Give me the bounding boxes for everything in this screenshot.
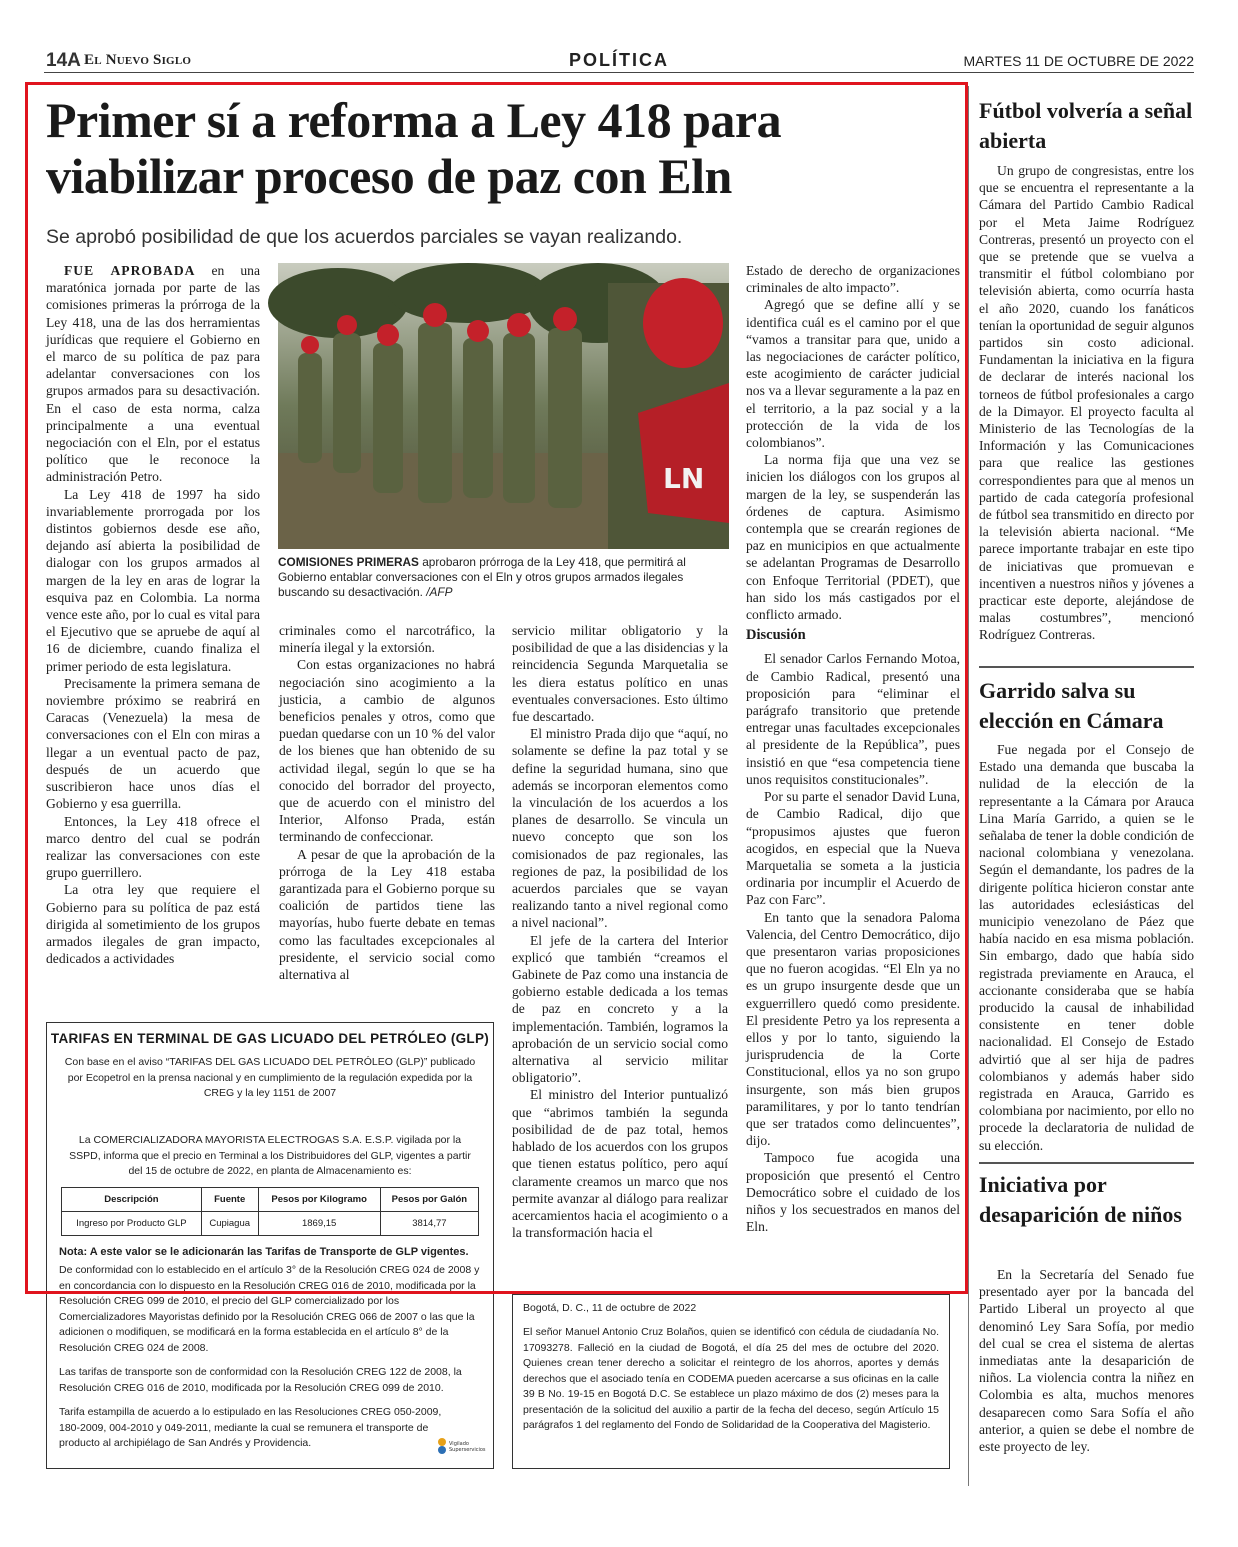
- paragraph: Fue negada por el Consejo de Estado una demanda que buscaba la nulidad de la elección de la representante a la Cámara por Arauca Lina María Garrido, a quien se le señalaba de tener la doble condición de nacional colombiana y venezolana. Según el demandante, los padres de la dirigente política hicieron constar ante las autoridades eclesiásticas del municipio venezolano de Páez que había nacido en esa misma población. Sin embargo, dado que había sido registrada previamente en Arauca, el accionante consideraba que se había producido la causal de inhabilidad consistente en tener doble nacionalidad. El Consejo de Estado advirtió que al ser hija de padres colombianos y además haber sido registrada en Arauca, Garrido es colombiana por nacimiento, por ello no procede la declaratoria de nulidad de su elección.: [979, 742, 1194, 1153]
- sidebar-story-title: Iniciativa por desaparición de niños: [979, 1172, 1182, 1227]
- sidebar-story-text: [979, 741, 1194, 1154]
- paragraph: criminales como el narcotráfico, la minería ilegal y la extorsión.: [279, 623, 495, 656]
- article-column-2: [279, 622, 495, 983]
- newspaper-name: El Nuevo Siglo: [84, 52, 192, 68]
- sidebar-story-title: Fútbol volvería a señal abierta: [979, 98, 1193, 153]
- article-column-4: [746, 262, 960, 1235]
- paragraph: El ministro del Interior puntualizó que “abrimos también la segunda posibilidad de de paz total, hemos hablado de los acuerdos con los grupos que tienen estatus político, pero aquí claramente creamos un marco que nos permite avanzar al diálogo para realizar acercamientos hacia el acogimiento o a la transformación hacia el: [512, 1087, 728, 1241]
- sidebar-rule: [979, 1162, 1194, 1164]
- paragraph: En tanto que la senadora Paloma Valencia, del Centro Democrático, dijo que presentaron varias proposiciones que no fueron acogidas. “El Eln ya no es un grupo insurgente desde que un exguerrillero quedó como presidente. El presidente Petro ya los representa a ellos y por lo tanto, siguiendo la jurisprudencia de la Corte Constitucional, ellos ya no son grupo insurgente, son más bien grupos paramilitares, y por lo tanto tendrían que ser tratados como delincuentes”, dijo.: [746, 909, 960, 1149]
- notice-paragraph: Tarifa estampilla de acuerdo a lo estipulado en las Resoluciones CREG 050-2009, 180-2009, 004-2010 y 049-2011, mediante la cual se remunera el transporte de producto al archipiélago de San Andrés y Providencia.: [59, 1406, 442, 1449]
- tariff-table: [61, 1187, 479, 1236]
- lead-in: FUE APROBADA: [64, 263, 196, 278]
- caption-lead: COMISIONES PRIMERAS: [278, 555, 419, 569]
- table-header: Descripción: [62, 1188, 202, 1212]
- paragraph: En la Secretaría del Senado fue presentado ayer por la bancada del Partido Liberal un proyecto al que denominó Ley Sara Sofía, por medio del cual se crea el sistema de alertas inmediatas ante la desaparición de niños. La violencia contra la niñez en Colombia es alta, muchos menores desaparecen como Sara Sofía el año anterior, a quien se debe el nombre de este proyecto de ley.: [979, 1267, 1194, 1455]
- caption-credit: /AFP: [422, 585, 453, 599]
- paragraph: La Ley 418 de 1997 ha sido invariablemente prorrogada por los distintos gobiernos desde ese año, dejando así abierta la posibilidad de dialogar con los grupos armados al margen de la ley en aras de lograr la esquiva paz en Colombia. La norma vence este año, por lo cual es vital para el Ejecutivo que se apruebe de aquí al 16 de diciembre, cuando finaliza el primer periodo de esta legislatura.: [46, 486, 260, 674]
- paragraph: servicio militar obligatorio y la posibilidad de que a las disidencias y la reincidencia Segunda Marquetalia se les diera estatus político en unas eventuales conversaciones. Esto último fue descartado.: [512, 623, 728, 725]
- notice-paragraph: Las tarifas de transporte son de conformidad con la Resolución CREG 122 de 2008, la Resolución CREG 016 de 2010, modificada por la Resolución CREG 099 de 2010.: [59, 1366, 462, 1394]
- sidebar-story-title: Garrido salva su elección en Cámara: [979, 678, 1164, 733]
- paragraph: A pesar de que la aprobación de la prórroga de la Ley 418 estaba garantizada para el Gobierno porque su coalición de partidos tiene las mayorías, hubo fuerte debate en temas como las facultades excepcionales al presidente, el servicio social como alternativa al: [279, 846, 495, 983]
- notice-paragraph: De conformidad con lo establecido en el artículo 3° de la Resolución CREG 024 de 2008 y en concordancia con lo dispuesto en la Resolución CREG 016 de 2010, modificada por la Resolución CREG 099 de 2010, el precio del GLP comercializado por los Comercializadores Mayoristas definido por la Resolución CREG 066 de 2007 o las que la adicionen o modifiquen, se modificará en la forma establecida en el artículo 8° de la Resolución CREG 024 de 2008.: [59, 1264, 480, 1354]
- table-header: Fuente: [201, 1188, 258, 1212]
- table-row: [62, 1212, 479, 1236]
- superservicios-logo: [435, 1435, 486, 1457]
- paragraph: El senador Carlos Fernando Motoa, de Cambio Radical, presentó una proposición para “eliminar el parágrafo transitorio que pretende entregar unas facultades excepcionales al presidente de la República”, pues insistió en que “esa competencia tiene unos requisitos constitucionales”.: [746, 651, 960, 787]
- paragraph: Un grupo de congresistas, entre los que se encuentra el representante a la Cámara del Partido Cambio Radical por el Meta Jaime Rodríguez Contreras, presentó un proyecto con el que se pretende que se vuelva a transmitir el fútbol colombiano por televisión abierta, como ocurría hasta el año 2020, cuando los fanáticos tenían la oportunidad de seguir algunos partidos sin costo adicional. Fundamentan la iniciativa en la figura de declarar de interés nacional los torneos de fútbol profesionales a cargo de la Dimayor. El proyecto faculta al Ministerio de las Tecnologías de la Información y las Comunicaciones para que realice las gestiones correspondientes para que al menos un partido de cada categoría profesional de fútbol sea transmitido en directo por la televisión abierta nacional. “Me parece importante trabajar en este tipo de iniciativas que promuevan e incentiven a nuestros niños y jóvenes a practicar este deporte, alejándose de malas costumbres”, mencionó Rodríguez Contreras.: [979, 163, 1194, 643]
- article-subheadline: Se aprobó posibilidad de que los acuerdos parciales se vayan realizando.: [46, 226, 683, 248]
- photo-caption: [278, 555, 729, 600]
- article-column-3: [512, 622, 728, 1241]
- table-cell: 3814,77: [380, 1212, 478, 1236]
- page-number: 14A: [46, 50, 81, 71]
- issue-date: MARTES 11 DE OCTUBRE DE 2022: [963, 53, 1194, 69]
- section-title: POLÍTICA: [569, 50, 669, 70]
- table-header-row: [62, 1188, 479, 1212]
- article-headline: Primer sí a reforma a Ley 418 para viabilizar proceso de paz con Eln: [46, 92, 782, 204]
- section-subheading: Discusión: [746, 627, 806, 644]
- paragraph: Estado de derecho de organizaciones criminales de alto impacto”.: [746, 263, 960, 296]
- paragraph: El ministro Prada dijo que “aquí, no solamente se define la paz total y se define la seguridad humana, sino que además se incorporan elementos como la vinculación de los acuerdos a los planes de desarrollo. Se vincula un nuevo concepto que son los comisionados de paz regionales, las regiones de paz, la posibilidad de los acuerdos parciales que se vayan realizando tanto a nivel regional como a nivel nacional”.: [512, 726, 728, 931]
- column-divider: [968, 86, 969, 1486]
- caption-text: aprobaron prórroga de la Ley 418, que permitirá al Gobierno entablar conversaciones con el Eln y otros grupos armados ilegales buscando su desactivación.: [278, 555, 686, 599]
- paragraph: Precisamente la primera semana de noviembre próximo se reabrirá en Caracas (Venezuela) la mesa de conversaciones con el Eln con miras a llegar a un eventual pacto de paz, después de un acuerdo que suscribieron hace unos días el Gobierno y esa guerrilla.: [46, 675, 260, 812]
- table-cell: Cupiagua: [201, 1212, 258, 1236]
- logo-text: Vigilado: [449, 1441, 469, 1447]
- notice-body: El señor Manuel Antonio Cruz Bolaños, quien se identificó con cédula de ciudadanía No. 17093278. Falleció en la ciudad de Bogotá, el día 25 del mes de octubre del 2020. Quienes crean tener derecho a solicitar el reintegro de los ahorros, aportes y demás derechos que el asociado tenía en CODEMA pueden acercarse a sus oficinas en la calle 39 B No. 19-15 en Bogotá D.C. Se establece un plazo máximo de dos (2) meses para la presentación de la solicitud del auxilio a partir de la fecha del deceso, según Artículo 15 parágrafos 1 del reglamento del Fondo de Solidaridad de la Cooperativa del Magisterio.: [523, 1326, 939, 1431]
- paragraph: en una maratónica jornada por parte de las comisiones primeras la prórroga de la Ley 418, una de las dos herramientas jurídicas que requiere el Gobierno en el marco de su política de paz para adelantar conversaciones con los grupos armados para su desactivación. En el caso de esta norma, calza principalmente a una eventual negociación con el Eln, por el estatus político que le reconoce la administración Petro.: [46, 263, 260, 485]
- paragraph: Agregó que se define allí y se identifica cuál es el camino por el que “vamos a transitar para que, unido a las negociaciones de carácter político, este acogimiento de carácter judicial nos va a llevar seguramente a la paz en el territorio, a la paz social y a la protección de la vida de los colombianos”.: [746, 297, 960, 451]
- article-column-1: [46, 262, 260, 967]
- header-rule: [44, 72, 1194, 73]
- notice-intro: Con base en el aviso “TARIFAS DEL GAS LICUADO DEL PETRÓLEO (GLP)” publicado por Ecopetrol en la prensa nacional y en cumplimiento de la regulación expedida por la CREG y la ley 1151 de 2007: [64, 1056, 476, 1099]
- notice-paragraph: La COMERCIALIZADORA MAYORISTA ELECTROGAS S.A. E.S.P. vigilada por la SSPD, informa que el precio en Terminal a los Distribuidores del GLP, vigentes a partir del 15 de octubre de 2022, en planta de Almacenamiento es:: [69, 1134, 471, 1177]
- sidebar-rule: [979, 666, 1194, 668]
- notice-date: Bogotá, D. C., 11 de octubre de 2022: [523, 1302, 697, 1314]
- sidebar-story-text: [979, 162, 1194, 644]
- paragraph: Por su parte el senador David Luna, de Cambio Radical, dijo que “propusimos ajustes que fueron acogidos, en especial que la Nueva Marquetalia se someta a la justicia ordinaria por incumplir el Acuerdo de Paz con Farc”.: [746, 789, 960, 908]
- paragraph: La norma fija que una vez se inicien los diálogos con los grupos al margen de la ley, se suspenderán las órdenes de captura. Asimismo contempla que se crearán regiones de paz en municipios en que actualmente se adelantan Programas de Desarrollo con Enfoque Territorial (PDET), que han sido los más castigados por el conflicto armado.: [746, 452, 960, 623]
- table-header: Pesos por Galón: [380, 1188, 478, 1212]
- article-photo: [278, 263, 729, 549]
- paragraph: La otra ley que requiere el Gobierno para su política de paz está dirigida al sometimiento de los grupos armados ilegales de gran impacto, dedicados a actividades: [46, 882, 260, 967]
- paragraph: Entonces, la Ley 418 ofrece el marco dentro del cual se podrán realizar las conversaciones con este grupo guerrillero.: [46, 813, 260, 881]
- paragraph: El jefe de la cartera del Interior explicó que también “creamos el Gabinete de Paz como una instancia de gobierno estable dedicada a los temas de paz en concreto y a la implementación. También, logramos la aprobación de un servicio social como alternativa al servicio militar obligatorio”.: [512, 932, 728, 1086]
- table-cell: Ingreso por Producto GLP: [62, 1212, 202, 1236]
- obituary-notice: [512, 1294, 950, 1469]
- svg-text:Superservicios: Superservicios: [449, 1447, 486, 1453]
- paragraph: Con estas organizaciones no habrá negociación sino acogimiento a la justicia, a cambio de algunos beneficios penales y otros, como que puedan quedarse con un 10 % del valor de los bienes que han obtenido de su actividad ilegal, según lo que se ha conocido del borrador del proyecto, que de acuerdo con el ministro del Interior, Alfonso Prada, están terminando de confeccionar.: [279, 657, 495, 845]
- svg-text:LN: LN: [663, 462, 705, 495]
- paragraph: Tampoco fue acogida una proposición que presentó el Centro Democrático sobre el cuidado de los niños y los secuestrados en manos del Eln.: [746, 1150, 960, 1235]
- notice-note: Nota: A este valor se le adicionarán las Tarifas de Transporte de GLP vigentes.: [59, 1246, 469, 1258]
- table-cell: 1869,15: [258, 1212, 380, 1236]
- table-header: Pesos por Kilogramo: [258, 1188, 380, 1212]
- notice-title: TARIFAS EN TERMINAL DE GAS LICUADO DEL PETRÓLEO (GLP): [50, 1031, 490, 1046]
- sidebar-story-text: [979, 1266, 1194, 1455]
- glp-tariff-notice: [46, 1022, 494, 1469]
